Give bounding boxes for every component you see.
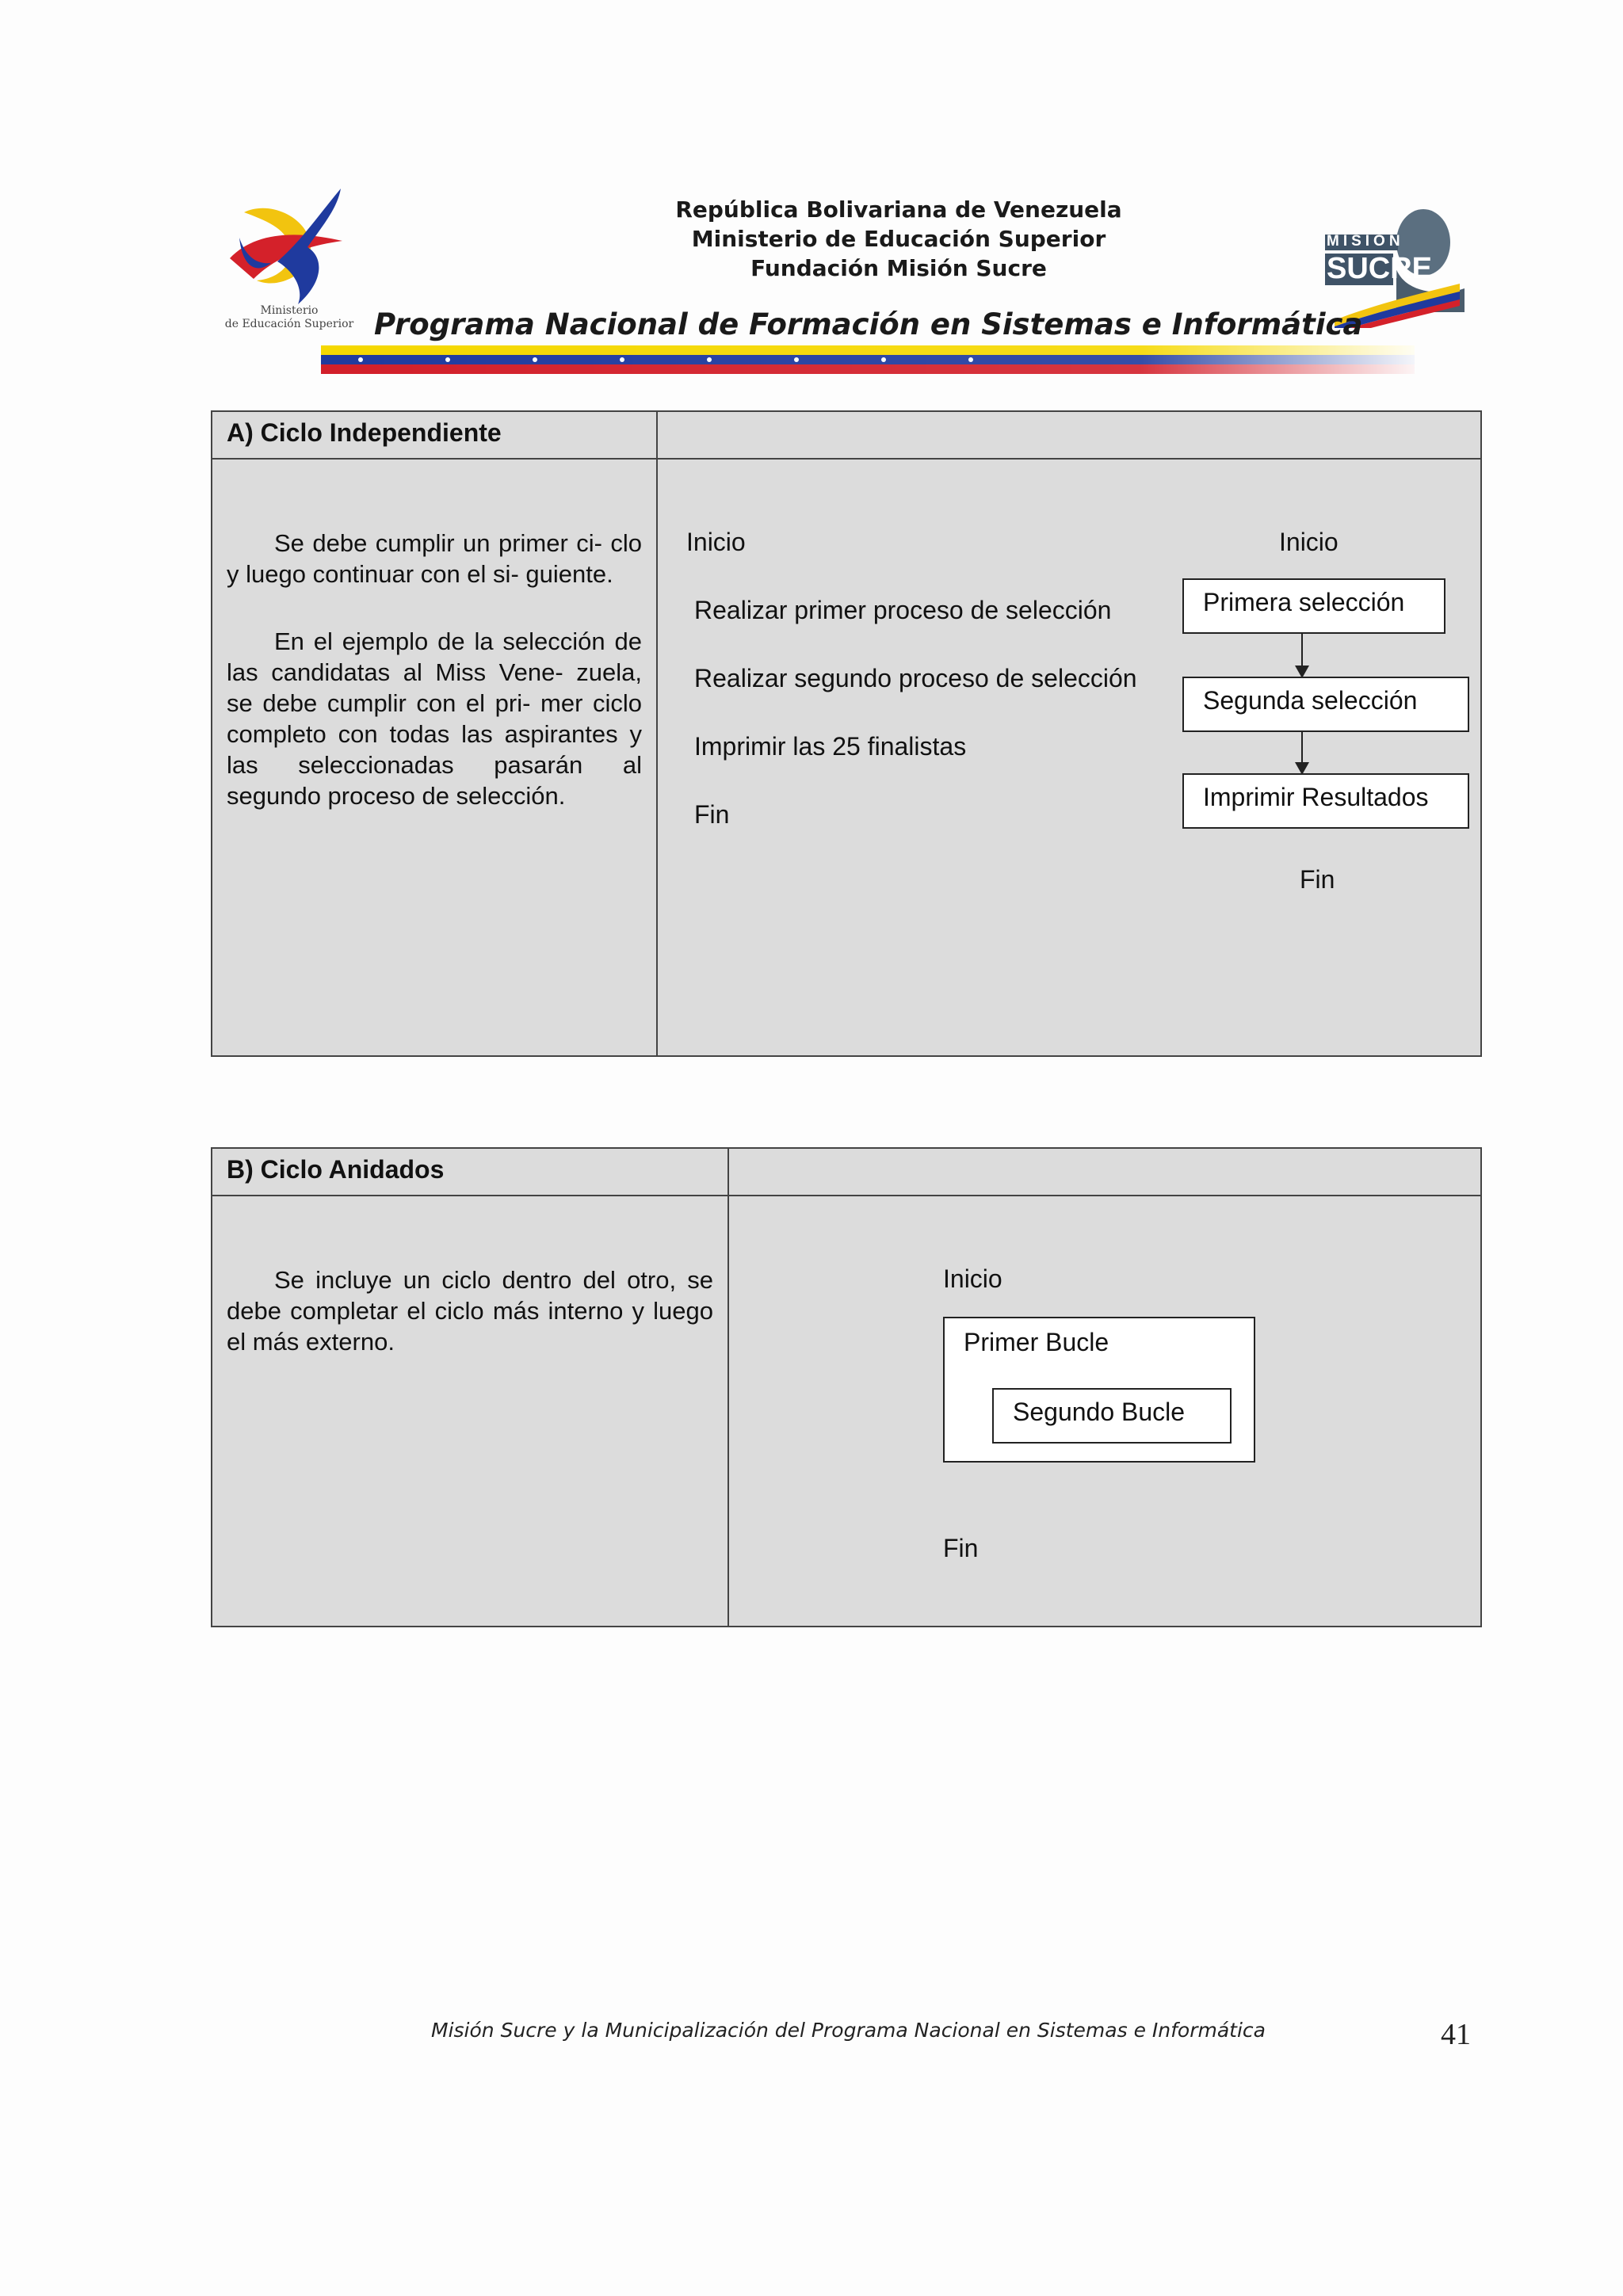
steps-step-2: Realizar segundo proceso de selección — [694, 664, 1137, 692]
header-line-2: Ministerio de Educación Superior — [691, 226, 1106, 252]
section-a-paragraph-1: Se debe cumplir un primer ci- clo y luego continuar con el si- guiente. — [227, 529, 642, 588]
ministry-caption-2: de Educación Superior — [224, 318, 354, 330]
section-b-paragraph: Se incluye un ciclo dentro del otro, se debe completar el ciclo más interno y luego el más externo. — [227, 1266, 713, 1356]
mision-text: MISION — [1327, 233, 1404, 250]
section-b-title: B) Ciclo Anidados — [227, 1155, 445, 1184]
ministry-caption-1: Ministerio — [260, 304, 319, 317]
footer-text: Misión Sucre y la Municipalización del Programa Nacional en Sistemas e Informática — [431, 2019, 1266, 2042]
diagram-box-segunda-seleccion: Segunda selección — [1182, 677, 1469, 732]
diagram-end: Fin — [1300, 865, 1335, 894]
steps-step-1: Realizar primer proceso de selección — [694, 596, 1112, 624]
table-ciclo-independiente — [211, 410, 1482, 1057]
steps-end: Fin — [694, 800, 730, 829]
section-a-description — [227, 528, 642, 848]
program-title: Programa Nacional de Formación en Sistemas e Informática — [374, 307, 1363, 341]
header-line-1: República Bolivariana de Venezuela — [675, 196, 1122, 223]
header-line-3: Fundación Misión Sucre — [750, 255, 1047, 281]
section-a-title: A) Ciclo Independiente — [227, 418, 502, 447]
steps-step-3: Imprimir las 25 finalistas — [694, 732, 967, 761]
inner-loop-box: Segundo Bucle — [992, 1388, 1232, 1444]
sucre-text: SUCRE — [1327, 252, 1433, 285]
arrow-down-icon — [1301, 634, 1303, 677]
table-ciclo-anidados — [211, 1147, 1482, 1627]
diagram-box-primera-seleccion: Primera selección — [1182, 578, 1445, 634]
arrow-down-icon — [1301, 732, 1303, 773]
diagram-start: Inicio — [1279, 528, 1338, 556]
outer-loop-box — [943, 1317, 1255, 1463]
outer-loop-label: Primer Bucle — [964, 1328, 1109, 1356]
nested-start: Inicio — [943, 1264, 1002, 1293]
flag-bar — [321, 345, 1415, 374]
column-divider — [656, 412, 658, 1055]
diagram-box-imprimir-resultados: Imprimir Resultados — [1182, 773, 1469, 829]
nested-end: Fin — [943, 1534, 979, 1562]
steps-start: Inicio — [686, 528, 746, 556]
section-b-description — [227, 1264, 713, 1394]
page-number: 41 — [1441, 2018, 1471, 2051]
column-divider — [727, 1149, 729, 1626]
section-a-paragraph-2: En el ejemplo de la selección de las candidatas al Miss Vene- zuela, se debe cumplir con el pri- mer ciclo completo con todas las aspirantes y las seleccionadas pasarán al segundo proceso de selección. — [227, 627, 642, 810]
